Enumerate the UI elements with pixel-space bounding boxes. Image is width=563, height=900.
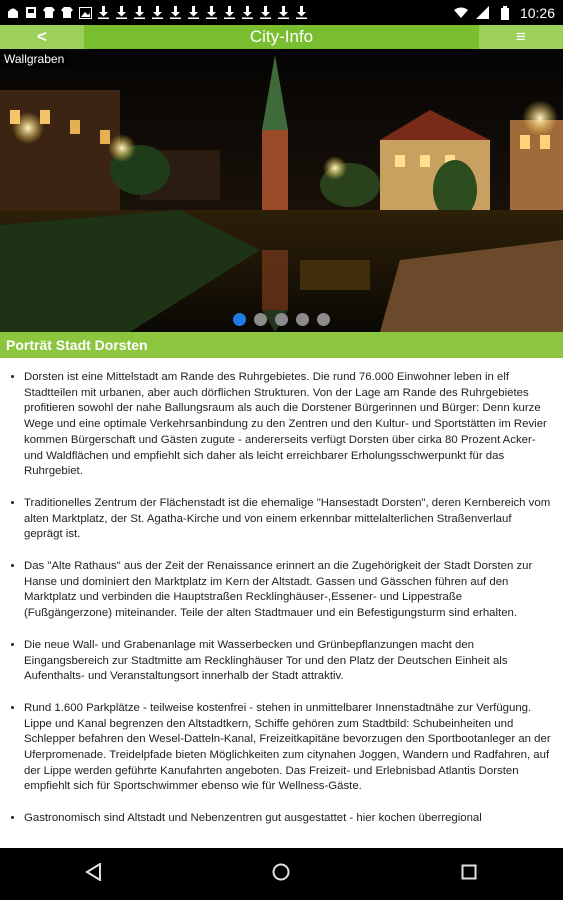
android-icon xyxy=(6,6,20,20)
nav-back-button[interactable] xyxy=(54,848,134,900)
download-icon xyxy=(294,6,308,20)
status-time: 10:26 xyxy=(519,4,555,21)
slider-caption: Wallgraben xyxy=(0,50,68,68)
paragraph-item: • Rund 1.600 Parkplätze - teilweise kostenfrei - stehen in unmittelbarer Innenstadtnähe zur Verfügung. Lippe und Kanal begrenzen den Altstadtkern, Schiffe gehören zum Stadtbild: Schubeinheiten und Schlepper befahren den Wesel-Datteln-Kanal, Freizeitkapitäne bevorzugen den Sportbootanleger an der Uferpromenade. Treidelpfade bieten Möglichkeiten zum citynahen Joggen, Wandern und Radfahren, auf der Lippe werden geführte Kanufahrten angeboten. Das Freizeit- und Erlebnisbad Atlantis Dorsten empfiehlt sich für Sportschwimmer ebenso wie für Wellness-Gäste. xyxy=(24,701,551,795)
status-bar xyxy=(0,0,563,25)
paragraph-item: • Die neue Wall- und Grabenanlage mit Wasserbecken und Grünbepflanzungen macht den Eingangsbereich zur Stadtmitte am Recklinghäuser Tor und den Platz der Deutschen Einheit als Aufenthalts- und Veranstaltungsort innerhalb der Stadt attraktiv. xyxy=(24,638,551,685)
slider-dot[interactable] xyxy=(233,313,246,326)
slider-pagination xyxy=(0,313,563,326)
app-bar xyxy=(0,25,563,49)
triangle-back-icon xyxy=(85,863,103,886)
paragraph-item: • Gastronomisch sind Altstadt und Nebenzentren gut ausgestattet - hier kochen überregional xyxy=(24,811,551,827)
notification-icons xyxy=(0,6,308,20)
paragraph-item: • Das "Alte Rathaus" aus der Zeit der Renaissance erinnert an die Zugehörigkeit der Stadt Dorsten zur Hanse und dominiert den Marktplatz im Kern der Altstadt. Gassen und Gässchen führen auf den Marktplatz und verbinden die Hauptstraßen Recklinghäuser-,Essener- und Lippestraße (Fußgängerzone) miteinander. Teile der alten Stadtmauer und ein Befestigungsturm sind erhalten. xyxy=(24,559,551,622)
paragraph-list xyxy=(0,358,563,827)
circle-home-icon xyxy=(272,863,290,886)
download-icon xyxy=(240,6,254,20)
notification-icon xyxy=(24,6,38,20)
menu-button[interactable] xyxy=(479,25,563,49)
back-button[interactable] xyxy=(0,25,84,49)
back-icon: < xyxy=(37,27,47,46)
download-icon xyxy=(222,6,236,20)
download-icon xyxy=(168,6,182,20)
section-title: Porträt Stadt Dorsten xyxy=(0,332,563,358)
slider-dot[interactable] xyxy=(275,313,288,326)
wifi-icon xyxy=(454,6,468,20)
menu-icon: ≡ xyxy=(516,27,526,46)
navigation-bar xyxy=(0,848,563,900)
slider-dot[interactable] xyxy=(254,313,267,326)
download-icon xyxy=(276,6,290,20)
square-recents-icon xyxy=(461,864,477,885)
status-right xyxy=(454,5,563,21)
paragraph-item: • Dorsten ist eine Mittelstadt am Rande des Ruhrgebietes. Die rund 76.000 Einwohner leben in elf Stadtteilen mit urbanen, aber auch dörflichen Strukturen. Von der Lage am Rande des Ruhrgebietes profitieren sowohl der nahe Ballungsraum als auch die Dorstener Bürgerinnen und Bürger: Denn kurze Wege und eine optimale Verkehrsanbindung zu den Zentren und den Kultur- und Sportstätten im Revier kommen Bürgerschaft und Gästen zugute - andererseits verfügt Dorsten über cirka 80 Prozent Acker- und Waldflächen und empfiehlt sich daher als leicht erreichbarer Erholungsschwerpunkt für das Ruhrgebiet. xyxy=(24,370,551,480)
download-icon xyxy=(150,6,164,20)
download-icon xyxy=(258,6,272,20)
app-title: City-Info xyxy=(84,25,479,49)
paragraph-item: • Traditionelles Zentrum der Flächenstadt ist die ehemalige "Hansestadt Dorsten", deren Kernbereich vom alten Marktplatz, der St. Agatha-Kirche und von einem erkennbar mittelalterlichen Straßenverlauf geprägt ist. xyxy=(24,496,551,543)
content-area[interactable] xyxy=(0,358,563,848)
image-slider[interactable] xyxy=(0,50,563,332)
download-icon xyxy=(132,6,146,20)
shirt-icon xyxy=(60,6,74,20)
slider-dot[interactable] xyxy=(296,313,309,326)
shirt-icon xyxy=(42,6,56,20)
download-icon xyxy=(186,6,200,20)
photo-icon xyxy=(78,6,92,20)
download-icon xyxy=(96,6,110,20)
download-icon xyxy=(204,6,218,20)
slider-dot[interactable] xyxy=(317,313,330,326)
nav-recents-button[interactable] xyxy=(429,848,509,900)
nav-home-button[interactable] xyxy=(241,848,321,900)
signal-icon xyxy=(476,6,490,20)
battery-icon xyxy=(498,6,512,20)
download-icon xyxy=(114,6,128,20)
slider-photo xyxy=(0,50,563,332)
